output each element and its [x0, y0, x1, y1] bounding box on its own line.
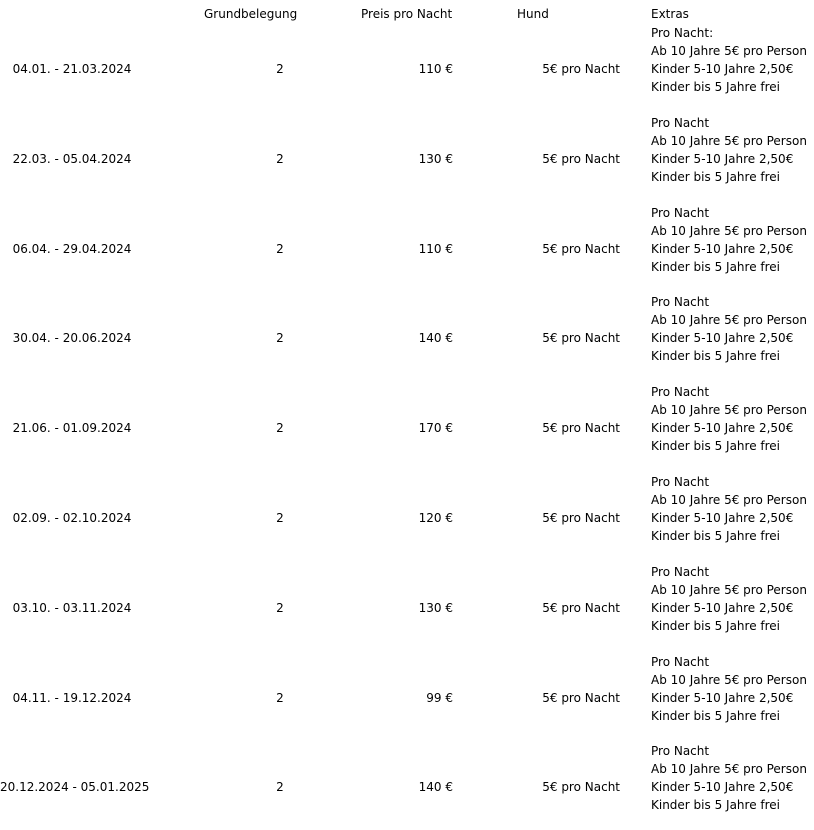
extras-line: Ab 10 Jahre 5€ pro Person: [651, 313, 807, 328]
extras-line: Kinder bis 5 Jahre frei: [651, 529, 780, 543]
table-row: [0, 381, 814, 471]
period-cell: 03.10. - 03.11.2024: [12, 600, 132, 615]
table-row: [0, 471, 814, 561]
table-row: [0, 112, 814, 202]
base-occupancy-cell: 2: [276, 151, 284, 166]
extras-line: Pro Nacht:: [651, 26, 714, 40]
table-row: [0, 561, 814, 651]
table-row: [0, 291, 814, 381]
extras-line: Kinder 5-10 Jahre 2,50€: [651, 241, 794, 256]
extras-line: Ab 10 Jahre 5€ pro Person: [651, 672, 807, 687]
table-row: [0, 202, 814, 292]
extras-cell: [651, 383, 807, 455]
table-row: [0, 651, 814, 741]
extras-line: Kinder 5-10 Jahre 2,50€: [651, 151, 794, 166]
header-dog: Hund: [517, 7, 549, 21]
dog-fee-cell: 5€ pro Nacht: [542, 511, 620, 525]
period-cell: 30.04. - 20.06.2024: [12, 331, 132, 346]
price-cell: 170 €: [418, 421, 453, 436]
extras-cell: [651, 473, 807, 545]
base-occupancy-cell: 2: [276, 421, 284, 436]
extras-line: Ab 10 Jahre 5€ pro Person: [651, 44, 807, 58]
extras-line: Kinder bis 5 Jahre frei: [651, 439, 780, 454]
base-occupancy-cell: 2: [276, 331, 284, 346]
extras-line: Kinder bis 5 Jahre frei: [651, 708, 780, 723]
extras-line: Kinder 5-10 Jahre 2,50€: [651, 421, 794, 436]
base-occupancy-cell: 2: [276, 62, 284, 76]
dog-fee-cell: 5€ pro Nacht: [542, 421, 620, 436]
price-cell: 140 €: [418, 331, 453, 346]
base-occupancy-cell: 2: [276, 780, 284, 795]
extras-line: Ab 10 Jahre 5€ pro Person: [651, 582, 807, 597]
header-extras: Extras: [651, 7, 689, 21]
period-cell: 22.03. - 05.04.2024: [12, 151, 132, 166]
extras-line: Kinder 5-10 Jahre 2,50€: [651, 62, 794, 76]
base-occupancy-cell: 2: [276, 600, 284, 615]
extras-cell: [651, 563, 807, 635]
price-cell: 110 €: [418, 241, 453, 256]
extras-line: Pro Nacht: [651, 744, 710, 759]
extras-line: Kinder bis 5 Jahre frei: [651, 259, 780, 274]
extras-line: Pro Nacht: [651, 654, 710, 669]
header-base-occupancy: Grundbelegung: [204, 7, 298, 21]
extras-line: Kinder 5-10 Jahre 2,50€: [651, 331, 794, 346]
dog-fee-cell: 5€ pro Nacht: [542, 62, 620, 76]
extras-line: Kinder bis 5 Jahre frei: [651, 618, 780, 633]
extras-cell: [651, 204, 807, 276]
table-row: [0, 22, 814, 112]
extras-cell: [651, 114, 807, 186]
header-price-per-night: Preis pro Nacht: [361, 7, 453, 21]
extras-line: Kinder 5-10 Jahre 2,50€: [651, 511, 794, 525]
extras-line: Kinder 5-10 Jahre 2,50€: [651, 600, 794, 615]
dog-fee-cell: 5€ pro Nacht: [542, 241, 620, 256]
price-cell: 130 €: [418, 600, 453, 615]
extras-line: Kinder bis 5 Jahre frei: [651, 80, 780, 94]
extras-cell: [651, 293, 807, 365]
period-cell: 02.09. - 02.10.2024: [12, 511, 132, 525]
base-occupancy-cell: 2: [276, 511, 284, 525]
period-cell: 04.01. - 21.03.2024: [12, 62, 132, 76]
extras-cell: [651, 24, 807, 96]
dog-fee-cell: 5€ pro Nacht: [542, 151, 620, 166]
extras-line: Pro Nacht: [651, 295, 710, 310]
dog-fee-cell: 5€ pro Nacht: [542, 780, 620, 795]
dog-fee-cell: 5€ pro Nacht: [542, 600, 620, 615]
base-occupancy-cell: 2: [276, 241, 284, 256]
dog-fee-cell: 5€ pro Nacht: [542, 690, 620, 705]
extras-line: Ab 10 Jahre 5€ pro Person: [651, 223, 807, 238]
extras-cell: [651, 742, 807, 814]
dog-fee-cell: 5€ pro Nacht: [542, 331, 620, 346]
extras-line: Ab 10 Jahre 5€ pro Person: [651, 493, 807, 507]
period-cell: 06.04. - 29.04.2024: [12, 241, 132, 256]
price-cell: 99 €: [426, 690, 453, 705]
extras-line: Pro Nacht: [651, 564, 710, 579]
extras-line: Pro Nacht: [651, 475, 710, 489]
period-cell: 04.11. - 19.12.2024: [12, 690, 132, 705]
extras-line: Kinder 5-10 Jahre 2,50€: [651, 690, 794, 705]
period-cell: 20.12.2024 - 05.01.2025: [0, 780, 150, 795]
extras-line: Ab 10 Jahre 5€ pro Person: [651, 762, 807, 777]
extras-line: Kinder bis 5 Jahre frei: [651, 349, 780, 364]
price-cell: 120 €: [418, 511, 453, 525]
price-cell: 140 €: [418, 780, 453, 795]
extras-line: Kinder bis 5 Jahre frei: [651, 169, 780, 184]
table-row: [0, 740, 814, 830]
base-occupancy-cell: 2: [276, 690, 284, 705]
extras-line: Pro Nacht: [651, 205, 710, 220]
extras-line: Kinder bis 5 Jahre frei: [651, 798, 780, 813]
extras-line: Kinder 5-10 Jahre 2,50€: [651, 780, 794, 795]
extras-cell: [651, 653, 807, 725]
period-cell: 21.06. - 01.09.2024: [12, 421, 132, 436]
extras-line: Pro Nacht: [651, 115, 710, 130]
price-cell: 130 €: [418, 151, 453, 166]
extras-line: Pro Nacht: [651, 385, 710, 400]
extras-line: Ab 10 Jahre 5€ pro Person: [651, 403, 807, 418]
price-cell: 110 €: [418, 62, 453, 76]
extras-line: Ab 10 Jahre 5€ pro Person: [651, 133, 807, 148]
